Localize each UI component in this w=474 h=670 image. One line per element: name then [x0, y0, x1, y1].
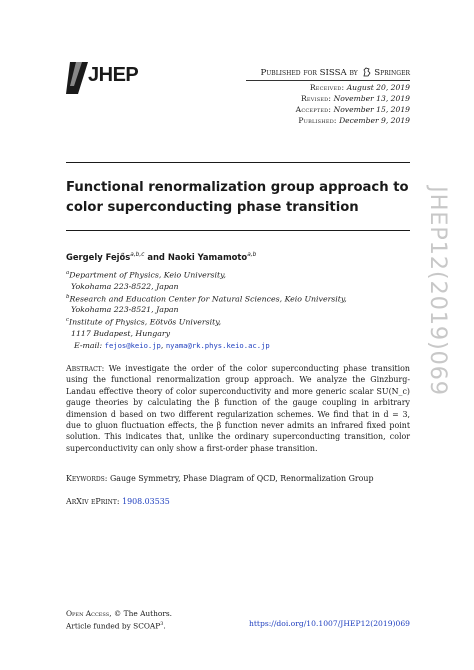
journal-logo-text: JHEP [88, 64, 139, 86]
title-rule-top [66, 162, 410, 163]
date-published: Published: December 9, 2019 [298, 116, 410, 125]
author-name: Naoki Yamamoto [167, 252, 248, 262]
author-name: Gergely Fejős [66, 252, 131, 262]
date-received: Received: August 20, 2019 [309, 83, 410, 92]
affiliations [66, 268, 347, 339]
email-line [74, 341, 270, 350]
publisher-prefix: Published for SISSA by [260, 68, 358, 78]
open-access-label: Open Access, [66, 609, 112, 618]
date-accepted: Accepted: November 15, 2019 [295, 105, 410, 114]
publisher-divider [246, 80, 410, 81]
arxiv-eprint [66, 497, 170, 506]
author-affiliation-marks: a,b,c [130, 252, 145, 259]
side-journal-identifier [416, 176, 460, 406]
abstract-text: We investigate the order of the color superconducting phase transition using the functional renormalization group approach. We analyze the Ginzburg-Landau effective theory of color superconductivity and more generic scalar SU(N_c) gauge theories by calculating the β function of the gauge coupling in arbitrary dimension d based on two different regularization schemes. We find that in d = 3, due to gluon fluctuation effects, the β function never admits an infrared fixed point solution. This indicates that, unlike the ordinary superconducting transition, color superconductivity can only show a first-order phase transition. [66, 364, 411, 453]
funding-sup: 3 [160, 621, 164, 627]
keywords-label: Keywords: [66, 474, 108, 483]
publication-dates [296, 82, 410, 126]
copyright-text: © The Authors. [113, 609, 173, 618]
funding-text: Article funded by SCOAP [66, 621, 161, 631]
affiliation-c: $^c$Institute of Physics, Eötvös University, 1117 Budapest, Hungary [66, 317, 222, 338]
keywords-text: Gauge Symmetry, Phase Diagram of QCD, Renormalization Group [109, 474, 374, 483]
email-separator: , [160, 341, 166, 350]
email-link[interactable]: fejos@keio.jp [104, 341, 161, 350]
author-list [66, 252, 256, 262]
publisher-name: Springer [374, 68, 410, 78]
title-rule-bottom [66, 230, 410, 231]
arxiv-label: ArXiv ePrint: [66, 497, 120, 506]
date-revised: Revised: November 13, 2019 [300, 94, 410, 103]
publisher-line [260, 67, 410, 80]
paper-title: Functional renormalization group approach to color superconducting phase transition [66, 180, 409, 215]
affiliation-b: $^b$Research and Education Center for Natural Sciences, Keio University, Yokohama 223-8521, Japan [66, 293, 347, 315]
email-link[interactable]: nyama@rk.phys.keio.ac.jp [165, 341, 270, 350]
arxiv-link[interactable]: 1908.03535 [122, 497, 170, 506]
doi-link[interactable]: https://doi.org/10.1007/JHEP12(2019)069 [248, 619, 410, 628]
author-conjunction: and [147, 252, 165, 262]
journal-logo [66, 60, 139, 96]
email-label: E-mail: [74, 341, 103, 350]
springer-horse-icon [362, 67, 371, 80]
keywords [66, 474, 410, 483]
abstract-label: Abstract: [66, 364, 105, 373]
footer-license: Open Access, © The Authors. Article funded by SCOAP$^3$. [66, 609, 173, 631]
author-affiliation-marks: a,b [247, 252, 257, 259]
side-identifier-text: JHEP12(2019)069 [425, 186, 451, 396]
affiliation-a: $^a$Department of Physics, Keio University, Yokohama 223-8522, Japan [66, 270, 226, 291]
abstract [66, 363, 410, 454]
